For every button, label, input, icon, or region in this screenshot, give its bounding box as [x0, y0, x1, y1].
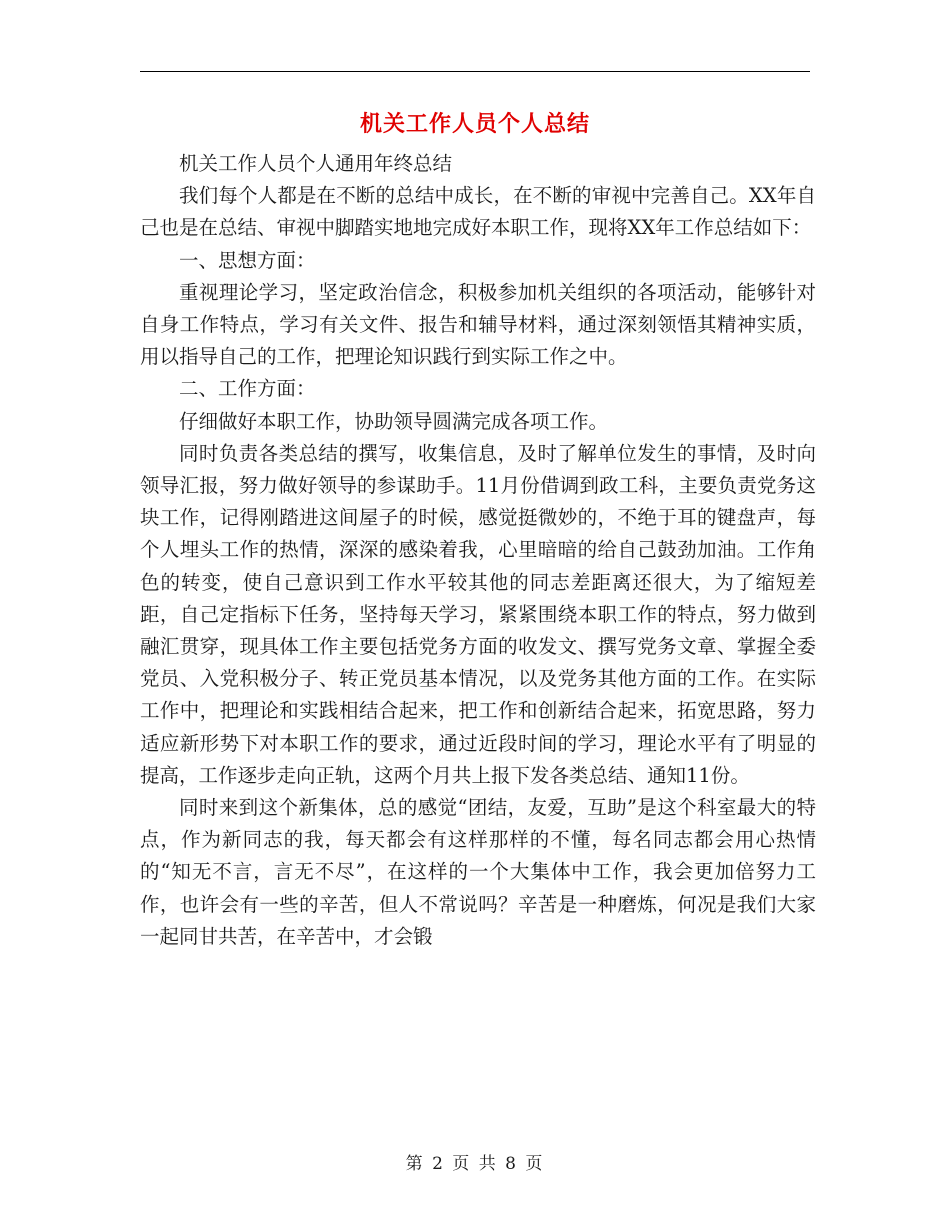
section-heading-work: 二、工作方面：: [179, 377, 316, 401]
thought-paragraph: 重视理论学习，坚定政治信念，积极参加机关组织的各项活动，能够针对自身工作特点，学习有关文件、报告和辅导材料，通过深刻领悟其精神实质，用以指导自己的工作，把理论知识践行到实际工作之中。: [140, 280, 816, 369]
document-title: 机关工作人员个人总结: [359, 112, 590, 137]
intro-paragraph: 我们每个人都是在不断的总结中成长，在不断的审视中完善自己。XX年自己也是在总结、审视中脚踏实地地完成好本职工作，现将XX年工作总结如下：: [140, 184, 816, 240]
work-paragraph-3: 同时来到这个新集体，总的感觉“团结，友爱，互助”是这个科室最大的特点，作为新同志的我，每天都会有这样那样的不懂，每名同志都会用心热情的“知无不言，言无不尽”，在这样的一个大集体中工作，我会更加倍努力工作，也许会有一些的辛苦，但人不常说吗？辛苦是一种磨炼，何况是我们大家一起同甘共苦，在辛苦中，才会锻: [140, 796, 816, 948]
document-subtitle: 机关工作人员个人通用年终总结: [179, 152, 453, 175]
page-number: 第 2 页 共 8 页: [405, 1154, 545, 1174]
section-heading-thought: 一、思想方面：: [179, 248, 316, 272]
header-rule: [140, 71, 810, 72]
document-body: [140, 148, 816, 953]
work-paragraph-1: 仔细做好本职工作，协助领导圆满完成各项工作。: [179, 409, 609, 433]
work-paragraph-2: 同时负责各类总结的撰写，收集信息，及时了解单位发生的事情，及时向领导汇报，努力做好领导的参谋助手。11月份借调到政工科，主要负责党务这块工作，记得刚踏进这间屋子的时候，感觉挺微妙的，不绝于耳的键盘声，每个人埋头工作的热情，深深的感染着我，心里暗暗的给自己鼓劲加油。工作角色的转变，使自己意识到工作水平较其他的同志差距离还很大，为了缩短差距，自己定指标下任务，坚持每天学习，紧紧围绕本职工作的特点，努力做到融汇贯穿，现具体工作主要包括党务方面的收发文、撰写党务文章、掌握全委党员、入党积极分子、转正党员基本情况，以及党务其他方面的工作。在实际工作中，把理论和实践相结合起来，把工作和创新结合起来，拓宽思路，努力适应新形势下对本职工作的要求，通过近段时间的学习，理论水平有了明显的提高，工作逐步走向正轨，这两个月共上报下发各类总结、通知11份。: [140, 441, 816, 787]
